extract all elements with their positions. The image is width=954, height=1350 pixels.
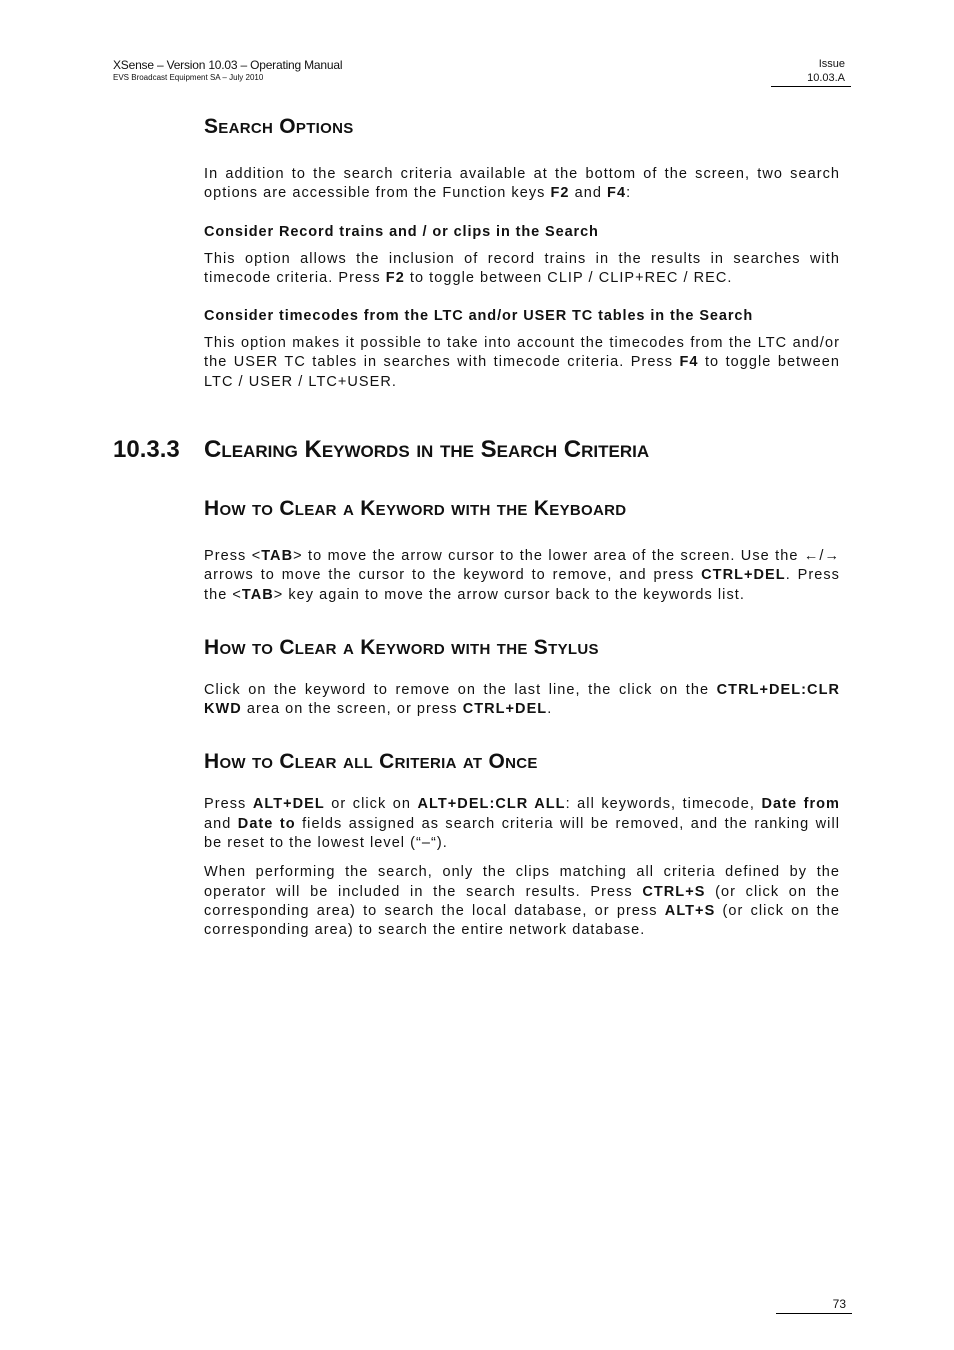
clear-keywords-content [204, 497, 840, 941]
stylus-heading: How to Clear a Keyword with the Stylus [204, 635, 599, 659]
timecodes-text: This option makes it possible to take into account the timecodes from the LTC and/or the USER TC tables in searches with timecode criteria. Press F4 to toggle between LTC / USER / LTC+USER. [204, 335, 840, 390]
section-heading [113, 436, 649, 464]
all-criteria-heading: How to Clear all Criteria at Once [204, 750, 538, 774]
section-title: Clearing Keywords in the Search Criteria [204, 436, 650, 463]
record-trains-heading: Consider Record trains and / or clips in the Search [204, 223, 599, 240]
document-subtitle: EVS Broadcast Equipment SA – July 2010 [113, 73, 264, 82]
search-options-heading: Search Options [204, 115, 354, 138]
page-number: 73 [776, 1297, 852, 1314]
all-criteria-text-1: Press ALT+DEL or click on ALT+DEL:CLR ALL: all keywords, timecode, Date from and Date to fields assigned as search criteria will be removed, and the ranking will be reset to the lowest level (“–“). [204, 796, 841, 852]
search-options-intro: In addition to the search criteria available at the bottom of the screen, two search options are accessible from the Function keys F2 and F4: [204, 166, 840, 202]
issue-label: Issue [818, 58, 845, 70]
issue-block [771, 58, 851, 87]
all-criteria-text-2: When performing the search, only the clips matching all criteria defined by the operator will be included in the search results. Press CTRL+S (or click on the corresponding area) to search the local database, or press ALT+S (or click on the corresponding area) to search the entire network database. [204, 864, 840, 939]
stylus-text: Click on the keyword to remove on the last line, the click on the CTRL+DEL:CLR KWD area on the screen, or press CTRL+DEL. [204, 681, 840, 718]
timecodes-heading: Consider timecodes from the LTC and/or USER TC tables in the Search [204, 308, 754, 325]
keyboard-text: Press <TAB> to move the arrow cursor to the lower area of the screen. Use the ←/→ arrows to move the cursor to the keyword to remove, and press CTRL+DEL. Press the <TAB> key again to move the arrow cursor back to the keywords list. [204, 548, 840, 603]
record-trains-text: This option allows the inclusion of record trains in the results in searches with timecode criteria. Press F2 to toggle between CLIP / CLIP+REC / REC. [204, 250, 840, 286]
document-title: XSense – Version 10.03 – Operating Manual [113, 58, 343, 72]
search-options-content [204, 115, 840, 392]
page-header [113, 58, 342, 82]
issue-value: 10.03.A [771, 72, 851, 87]
section-number: 10.3.3 [113, 436, 180, 463]
keyboard-heading: How to Clear a Keyword with the Keyboard [204, 497, 627, 520]
